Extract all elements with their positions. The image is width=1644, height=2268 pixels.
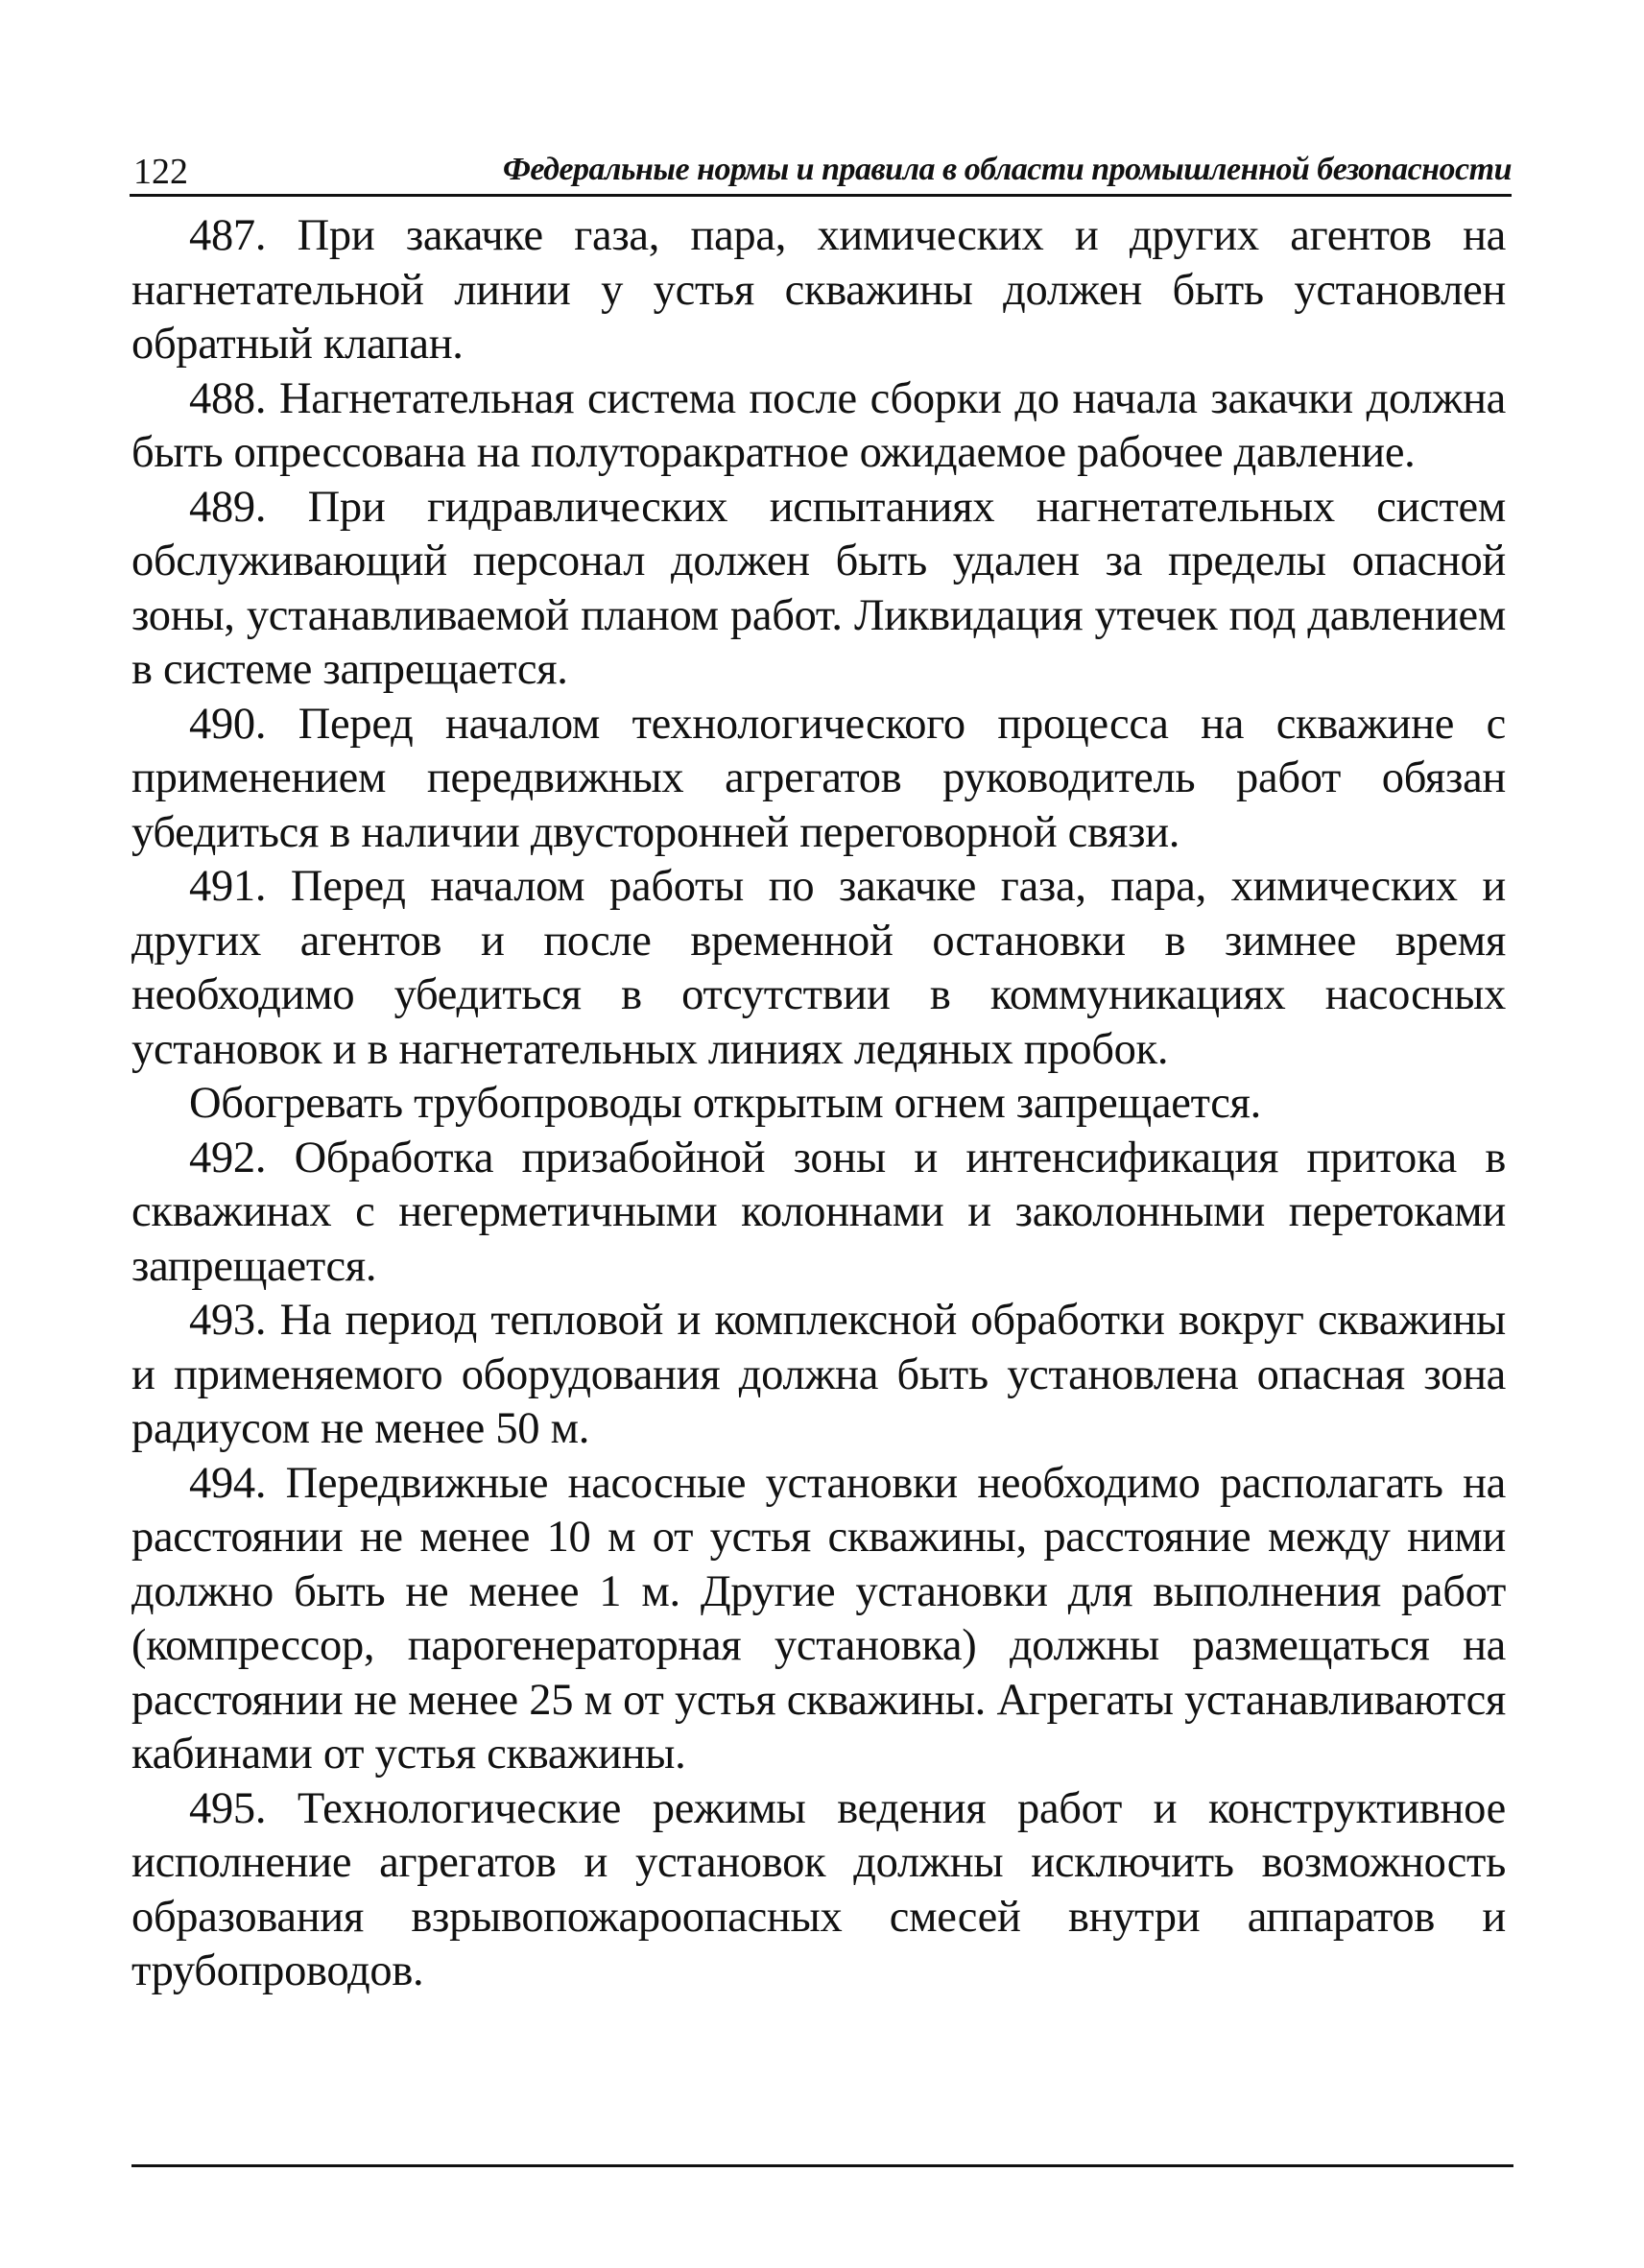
running-title: Федеральные нормы и правила в области промышленной безопасности [502,152,1512,187]
page-header [130,144,1512,197]
paragraph-487: 487. При закачке газа, пара, химических и других агентов на нагнетательной линии у устья скважины должен быть установлен обратный клапан. [131,211,1506,369]
page-number: 122 [133,152,188,192]
paragraph-491: 491. Перед началом работы по закачке газа, пара, химических и других агентов и после временной остановки в зимнее время необходимо убедиться в отсутствии в коммуникациях насосных установок и в нагнетательных линиях ледяных пробок. [131,862,1506,1074]
paragraph-489: 489. При гидравлических испытаниях нагнетательных систем обслуживающий персонал должен быть удален за пределы опасной зоны, устанавливаемой планом работ. Ликвидация утечек под давлением в системе запрещается. [131,482,1506,694]
paragraph-490: 490. Перед началом технологического процесса на скважине с применением передвижных агрегатов руководитель работ обязан убедиться в наличии двусторонней переговорной связи. [131,699,1506,857]
paragraph-491-note: Обогревать трубопроводы открытым огнем запрещается. [189,1079,1261,1128]
paragraph-493: 493. На период тепловой и комплексной обработки вокруг скважины и применяемого оборудования должна быть установлена опасная зона радиусом не менее 50 м. [131,1296,1506,1453]
body-text [131,209,1506,1999]
paragraph-495: 495. Технологические режимы ведения работ и конструктивное исполнение агрегатов и установок должны исключить возможность образования взрывопожароопасных смесей внутри аппаратов и трубопроводов. [131,1783,1506,1995]
paragraph-494: 494. Передвижные насосные установки необходимо располагать на расстоянии не менее 10 м от устья скважины, расстояние между ними должно быть не менее 1 м. Другие установки для выполнения работ (компрессор, парогенераторная установка) должны размещаться на расстоянии не менее 25 м от устья скважины. Агрегаты устанавливаются кабинами от устья скважины. [131,1458,1506,1779]
bottom-rule [131,2164,1513,2167]
paragraph-492: 492. Обработка призабойной зоны и интенсификация притока в скважинах с негерметичными колоннами и заколонными перетоками запрещается. [131,1133,1506,1291]
paragraph-488: 488. Нагнетательная система после сборки до начала закачки должна быть опрессована на полуторакратное ожидаемое рабочее давление. [131,373,1506,477]
